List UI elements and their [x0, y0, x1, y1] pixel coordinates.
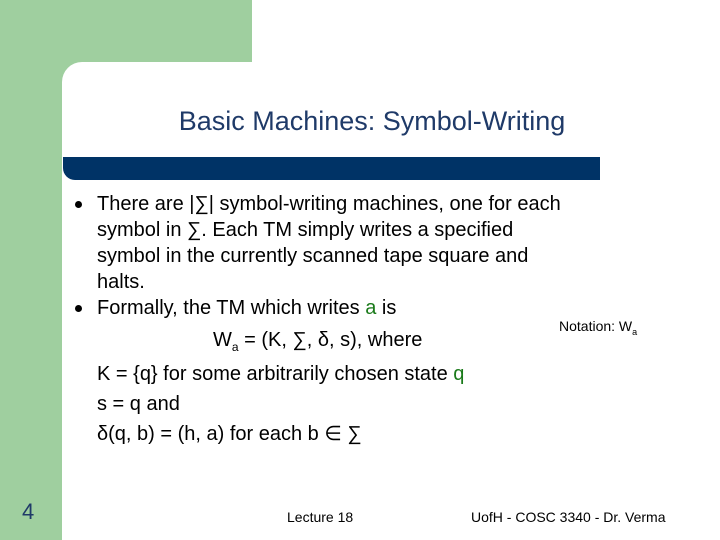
title-underline-bar: [63, 157, 600, 180]
intro-end: is: [376, 297, 397, 319]
bullet-dot-icon: [75, 305, 82, 312]
def-rest: = (K, ∑, δ, s), where: [238, 329, 423, 351]
footer-course: UofH - COSC 3340 - Dr. Verma: [471, 509, 666, 525]
def-sub: a: [231, 340, 239, 354]
notation-sub: a: [632, 327, 638, 337]
k-text: K = {q} for some arbitrarily chosen state: [97, 363, 454, 385]
intro-text: Formally, the TM which writes: [97, 297, 366, 319]
bullet-1-line-2: symbol in ∑. Each TM simply writes a specified: [97, 219, 514, 241]
notation-label: [559, 318, 638, 337]
footer-lecture: Lecture 18: [287, 509, 354, 525]
k-var: q: [453, 363, 465, 385]
notation-text: Notation: W: [559, 318, 633, 334]
top-decoration-band: [62, 0, 252, 62]
bullet-1-line-1: There are |∑| symbol-writing machines, one for each: [97, 193, 561, 215]
left-decoration-band: [0, 0, 62, 540]
k-line: [97, 355, 677, 387]
bullet-1-line-4: halts.: [97, 271, 145, 293]
def-w: W: [213, 329, 232, 351]
slide-title: Basic Machines: Symbol-Writing: [178, 106, 566, 136]
delta-line: δ(q, b) = (h, a) for each b ∈ ∑: [97, 423, 362, 445]
bullet-dot-icon: [75, 201, 82, 208]
bullet-1: [97, 191, 677, 295]
s-line: s = q and: [97, 393, 180, 415]
intro-var: a: [365, 297, 377, 319]
page-number: 4: [22, 499, 35, 524]
bullet-1-line-3: symbol in the currently scanned tape square and: [97, 245, 529, 267]
